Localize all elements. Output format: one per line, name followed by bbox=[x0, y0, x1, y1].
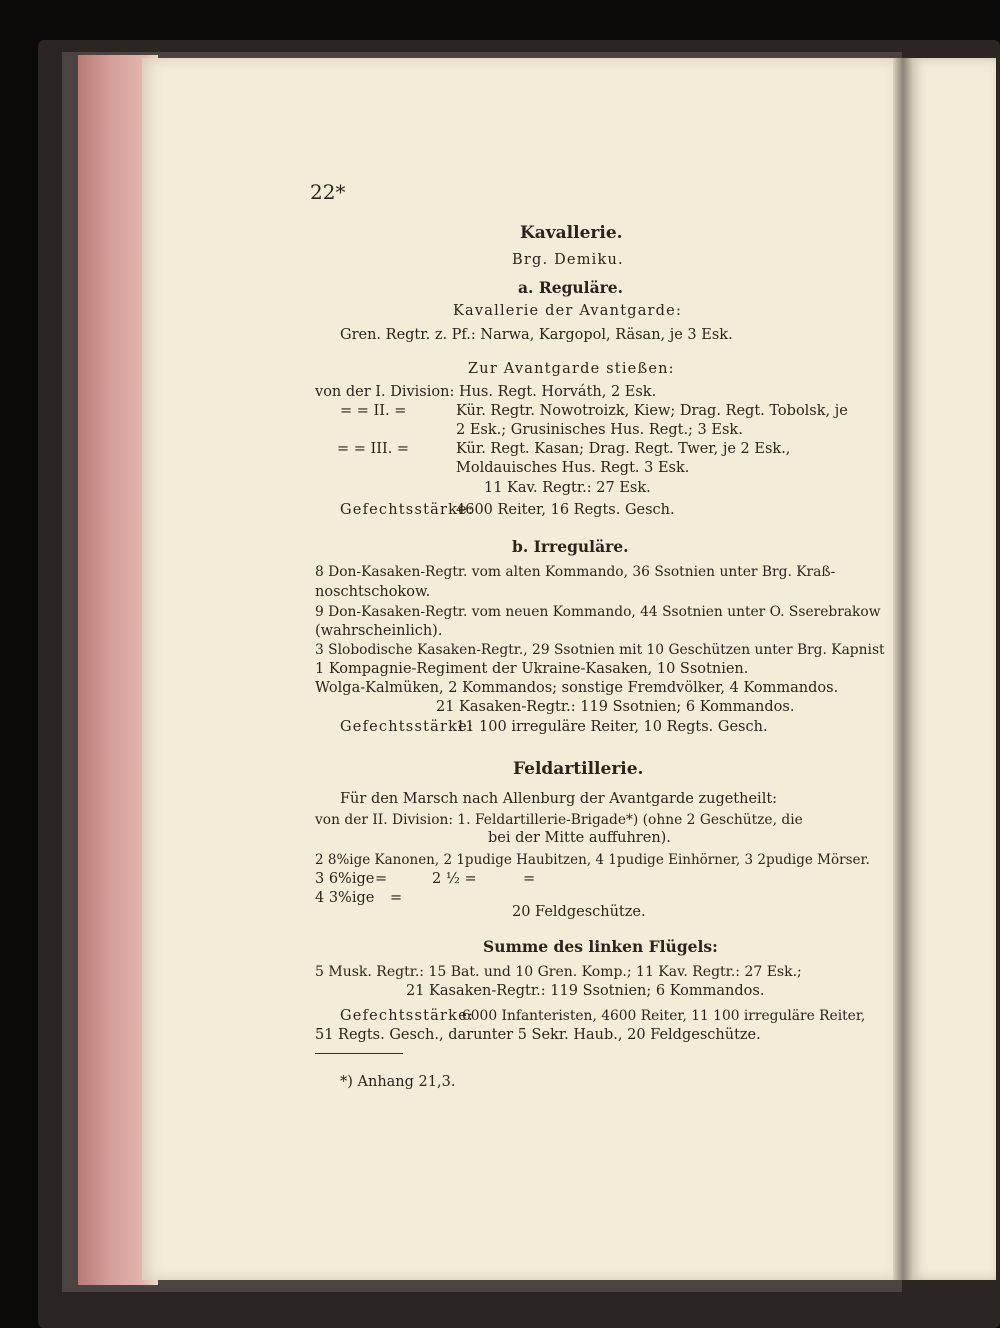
division-3-line-a: Kür. Regt. Kasan; Drag. Regt. Twer, je 2 Esk., bbox=[456, 441, 791, 457]
division-2-label: = = II. = bbox=[340, 403, 407, 419]
subheading-irregulaere: b. Irreguläre. bbox=[512, 537, 629, 556]
strength-value: 4600 Reiter, 16 Regts. Gesch. bbox=[456, 502, 675, 518]
guns-line-3a: 4 3%ige bbox=[315, 890, 375, 906]
artillery-division-line-b: bei der Mitte auffuhren). bbox=[488, 830, 671, 846]
avantgarde-title: Kavallerie der Avantgarde: bbox=[453, 303, 683, 319]
irregular-line-1a: 8 Don-Kasaken-Regtr. vom alten Kommando, 36 Ssotnien unter Brg. Kraß- bbox=[315, 564, 836, 580]
guns-line-2d: = bbox=[523, 871, 536, 887]
irregular-total: 21 Kasaken-Regtr.: 119 Ssotnien; 6 Kommandos. bbox=[436, 699, 795, 715]
irregular-line-2b: (wahrscheinlich). bbox=[315, 623, 443, 639]
guns-line-2b: = bbox=[375, 871, 388, 887]
guns-line-1: 2 8%ige Kanonen, 2 1pudige Haubitzen, 4 1pudige Einhörner, 3 2pudige Mörser. bbox=[315, 852, 870, 868]
facing-page bbox=[912, 58, 996, 1280]
footnote-rule bbox=[315, 1053, 403, 1054]
summary-strength-value: 6000 Infanteristen, 4600 Reiter, 11 100 irreguläre Reiter, bbox=[462, 1008, 866, 1024]
summary-line-1: 5 Musk. Regtr.: 15 Bat. und 10 Gren. Komp.; 11 Kav. Regtr.: 27 Esk.; bbox=[315, 964, 802, 980]
irregular-line-4: 1 Kompagnie-Regiment der Ukraine-Kasaken, 10 Ssotnien. bbox=[315, 661, 749, 677]
artillery-division-line-a: von der II. Division: 1. Feldartillerie-Brigade*) (ohne 2 Geschütze, die bbox=[315, 812, 803, 828]
division-2-line-b: 2 Esk.; Grusinisches Hus. Regt.; 3 Esk. bbox=[456, 422, 743, 438]
summary-strength-label: Gefechtsstärke: bbox=[340, 1008, 474, 1024]
commander-line: Brg. Demiku. bbox=[512, 252, 624, 268]
book-gutter bbox=[893, 58, 913, 1280]
subheading-regulaere: a. Reguläre. bbox=[518, 278, 624, 297]
summary-line-2: 21 Kasaken-Regtr.: 119 Ssotnien; 6 Kommandos. bbox=[406, 983, 765, 999]
division-3-label: = = III. = bbox=[337, 441, 410, 457]
artillery-total: 20 Feldgeschütze. bbox=[512, 904, 646, 920]
irregular-line-3: 3 Slobodische Kasaken-Regtr., 29 Ssotnien mit 10 Geschützen unter Brg. Kapnist bbox=[315, 642, 885, 658]
avantgarde-line: Gren. Regtr. z. Pf.: Narwa, Kargopol, Räsan, je 3 Esk. bbox=[340, 327, 733, 343]
section-heading-feldartillerie: Feldartillerie. bbox=[513, 759, 644, 779]
irregular-line-1b: noschtschokow. bbox=[315, 584, 431, 600]
irregular-line-2a: 9 Don-Kasaken-Regtr. vom neuen Kommando, 44 Ssotnien unter O. Sserebrakow bbox=[315, 604, 881, 620]
division-2-line-a: Kür. Regtr. Nowotroizk, Kiew; Drag. Regt. Tobolsk, je bbox=[456, 403, 848, 419]
division-3-line-b: Moldauisches Hus. Regt. 3 Esk. bbox=[456, 460, 690, 476]
strength-label: Gefechtsstärke: bbox=[340, 502, 474, 518]
irregular-line-5: Wolga-Kalmüken, 2 Kommandos; sonstige Fremdvölker, 4 Kommandos. bbox=[315, 680, 839, 696]
guns-line-2c: 2 ½ = bbox=[432, 871, 477, 887]
page-number: 22* bbox=[310, 180, 346, 204]
artillery-intro: Für den Marsch nach Allenburg der Avantgarde zugetheilt: bbox=[340, 791, 778, 807]
guns-line-2a: 3 6%ige bbox=[315, 871, 375, 887]
footnote: *) Anhang 21,3. bbox=[340, 1074, 456, 1090]
section-heading-kavallerie: Kavallerie. bbox=[520, 223, 623, 243]
kavallerie-total: 11 Kav. Regtr.: 27 Esk. bbox=[484, 480, 651, 496]
division-1-line: von der I. Division: Hus. Regt. Horváth, 2 Esk. bbox=[315, 384, 657, 400]
irregular-strength-label: Gefechtsstärke: bbox=[340, 719, 474, 735]
summary-strength-line-2: 51 Regts. Gesch., darunter 5 Sekr. Haub., 20 Feldgeschütze. bbox=[315, 1027, 761, 1043]
guns-line-3b: = bbox=[390, 890, 403, 906]
section-heading-summe: Summe des linken Flügels: bbox=[483, 937, 718, 956]
joined-title: Zur Avantgarde stießen: bbox=[468, 361, 675, 377]
irregular-strength-value: 11 100 irreguläre Reiter, 10 Regts. Gesch. bbox=[456, 719, 768, 735]
